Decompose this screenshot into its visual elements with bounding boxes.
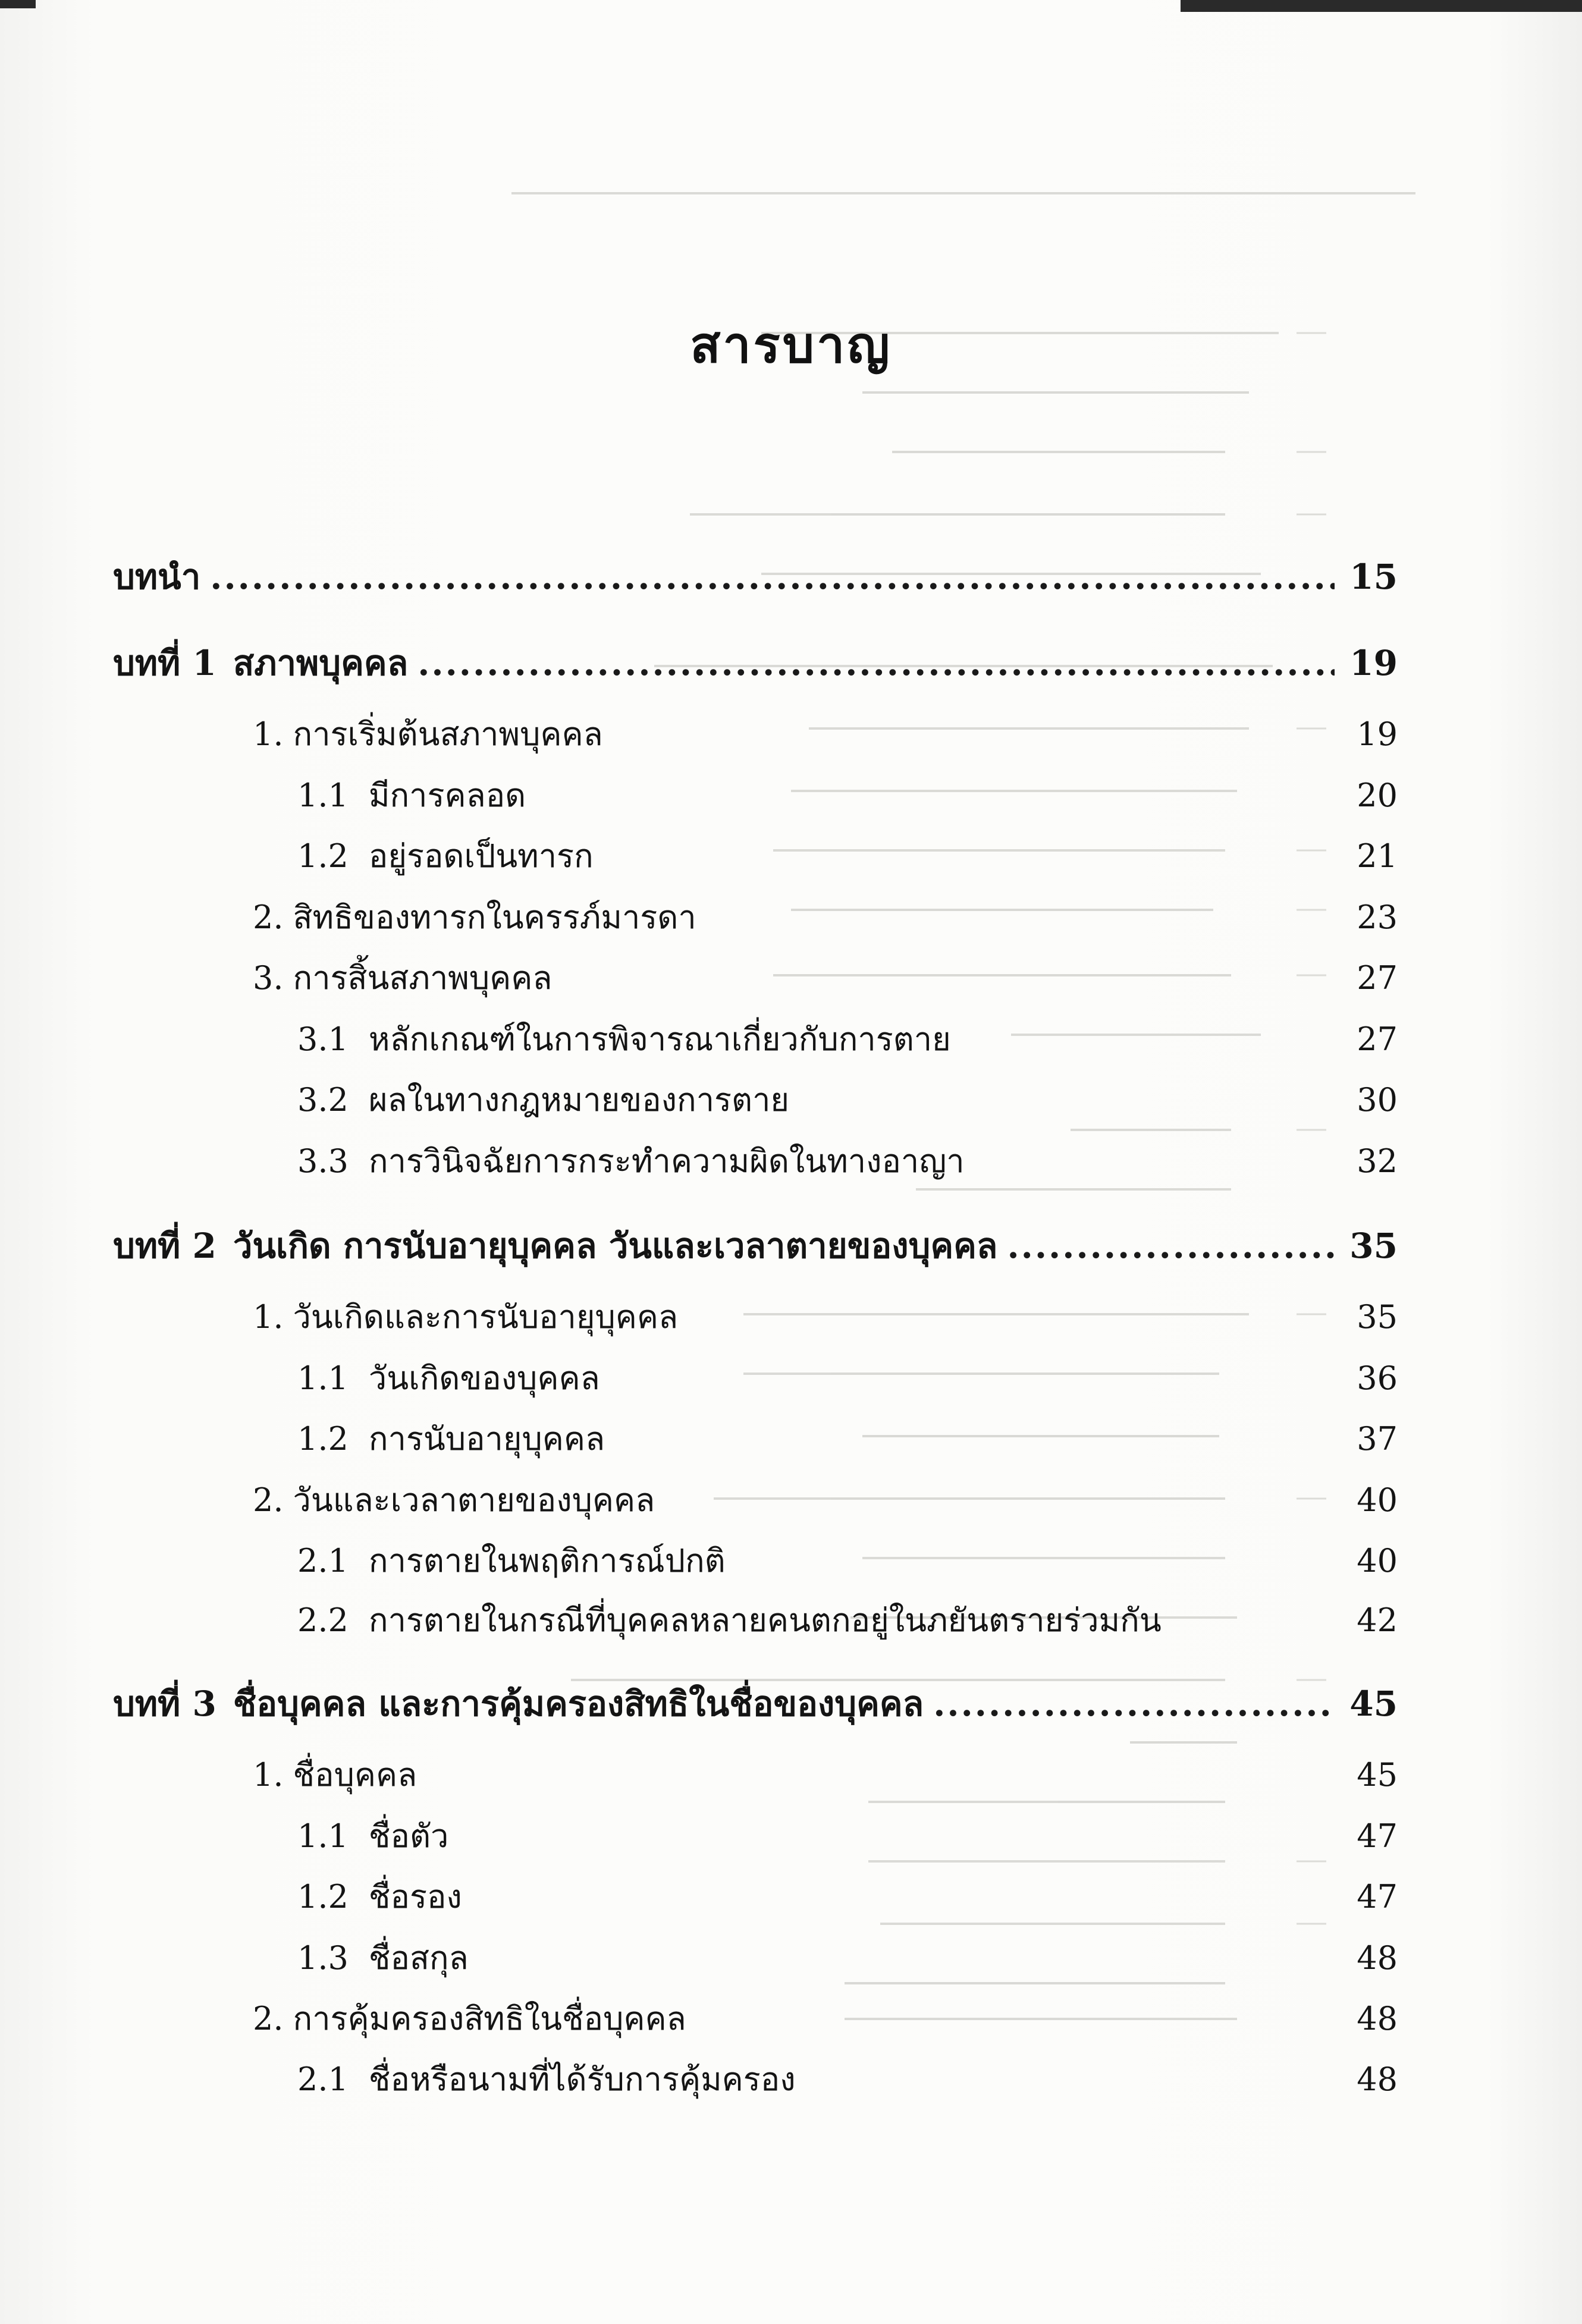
toc-page-number: 47 [1357,1817,1398,1855]
toc-page-number: 15 [1349,557,1398,597]
toc-page-number: 37 [1357,1420,1398,1458]
toc-entry-title: การสิ้นสภาพบุคคล [293,959,553,997]
toc-entry-title: ชื่อบุคคล และการคุ้มครองสิทธิในชื่อของบุคคล [233,1684,924,1724]
toc-entry-title: ชื่อตัว [368,1817,449,1855]
toc-page-number: 32 [1357,1142,1398,1180]
toc-entry-number: 3.2 [297,1081,349,1119]
toc-entry-number: 3.1 [297,1020,349,1058]
toc-entry-title: ผลในทางกฎหมายของการตาย [368,1081,790,1119]
toc-section-entry [297,1076,1398,1124]
toc-section-entry [253,711,1398,758]
toc-entry-title: มีการคลอด [368,777,526,814]
toc-entry-number: 1.1 [297,777,349,814]
toc-section-entry [253,1477,1398,1524]
toc-section-entry [297,1138,1398,1185]
toc-section-entry [297,1355,1398,1402]
toc-chapter-entry [113,1680,1398,1728]
toc-entry-title: การคุ้มครองสิทธิในชื่อบุคคล [293,2000,686,2037]
toc-page-number: 27 [1357,1020,1398,1058]
toc-section-entry [253,954,1398,1002]
toc-entry-number: 2.1 [297,2061,349,2098]
toc-page-number: 35 [1349,1226,1398,1266]
toc-entry-number: 2. [253,899,284,936]
dot-leader [1007,1222,1335,1270]
toc-entry-title: หลักเกณฑ์ในการพิจารณาเกี่ยวกับการตาย [368,1020,951,1058]
toc-page-number: 40 [1357,1542,1398,1579]
toc-section-entry [297,1016,1398,1063]
toc-page-number: 27 [1357,959,1398,997]
toc-entry-number: 1.1 [297,1817,349,1855]
toc-entry-title: ชื่อสกุล [368,1939,469,1977]
toc-section-entry [253,1293,1398,1341]
toc-page-number: 35 [1357,1298,1398,1336]
toc-entry-number: บทที่ 1 [113,643,216,683]
toc-entry-number: 1. [253,1298,284,1336]
toc-entry-number: 3.3 [297,1142,349,1180]
toc-section-entry [253,1751,1398,1799]
toc-section-entry [297,2056,1398,2103]
toc-entry-title: สิทธิของทารกในครรภ์มารดา [293,899,696,936]
toc-section-entry [297,1873,1398,1921]
toc-entry-number: 1.2 [297,1420,349,1458]
toc-section-entry [253,894,1398,941]
toc-entry-number: บทที่ 3 [113,1684,216,1724]
toc-entry-title: การตายในกรณีที่บุคคลหลายคนตกอยู่ในภยันตรายร่วมกัน [368,1601,1162,1639]
toc-section-entry [297,1597,1398,1644]
toc-entry-number: 2.1 [297,1542,349,1579]
toc-chapter-entry [113,553,1398,601]
toc-entry-title: การตายในพฤติการณ์ปกติ [368,1542,726,1579]
toc-page-number: 20 [1357,777,1398,814]
toc-page-number: 48 [1357,2000,1398,2037]
toc-entry-title: การนับอายุบุคคล [368,1420,605,1458]
toc-entry-title: การเริ่มต้นสภาพบุคคล [293,715,603,753]
toc-page-number: 42 [1357,1601,1398,1639]
toc-entry-title: การวินิจฉัยการกระทำความผิดในทางอาญา [368,1142,965,1180]
toc-section-entry [297,833,1398,880]
toc-entry-number: 2.2 [297,1601,349,1639]
toc-entry-number: 1. [253,1756,284,1794]
toc-section-entry [253,1995,1398,2043]
toc-entry-title: วันและเวลาตายของบุคคล [293,1481,655,1519]
toc-entry-title: ชื่อหรือนามที่ได้รับการคุ้มครอง [368,2061,796,2098]
toc-page-number: 40 [1357,1481,1398,1519]
toc-page-number: 48 [1357,2061,1398,2098]
toc-heading: สารบาญ [690,316,892,374]
toc-entry-number: บทที่ 2 [113,1226,216,1266]
toc-entry-number: 3. [253,959,284,997]
toc-page-number: 23 [1357,899,1398,936]
toc-page-number: 47 [1357,1878,1398,1915]
toc-entry-title: ชื่อบุคคล [293,1756,418,1794]
toc-section-entry [297,772,1398,819]
toc-chapter-entry [113,639,1398,687]
toc-entry-number: 1.1 [297,1359,349,1397]
toc-section-entry [297,1415,1398,1463]
toc-section-entry [297,1813,1398,1860]
toc-entry-title: วันเกิดของบุคคล [368,1359,600,1397]
toc-page-number: 48 [1357,1939,1398,1977]
toc-entry-number: 1.2 [297,1878,349,1915]
toc-entry-number: 2. [253,1481,284,1519]
toc-entry-title: สภาพบุคคล [233,643,409,683]
toc-chapter-entry [113,1222,1398,1270]
toc-entry-number: 1.3 [297,1939,349,1977]
dot-leader [933,1680,1335,1728]
toc-entry-title: วันเกิด การนับอายุบุคคล วันและเวลาตายของบุคคล [233,1226,998,1266]
toc-page-number: 21 [1357,837,1398,875]
toc-page-number: 19 [1349,643,1398,683]
toc-section-entry [297,1537,1398,1585]
toc-page-number: 36 [1357,1359,1398,1397]
dot-leader [210,553,1335,601]
toc-page-number: 45 [1349,1684,1398,1724]
toc-entry-number: 1. [253,715,284,753]
toc-page-number: 19 [1357,715,1398,753]
toc-section-entry [297,1934,1398,1982]
dot-leader [418,639,1335,687]
toc-entry-number: 1.2 [297,837,349,875]
toc-entry-title: บทนำ [113,557,201,597]
toc-entry-title: อยู่รอดเป็นทารก [368,837,594,875]
toc-entry-number: 2. [253,2000,284,2037]
toc-entry-title: วันเกิดและการนับอายุบุคคล [293,1298,679,1336]
toc-entry-title: ชื่อรอง [368,1878,462,1915]
toc-page-number: 30 [1357,1081,1398,1119]
toc-page-number: 45 [1357,1756,1398,1794]
